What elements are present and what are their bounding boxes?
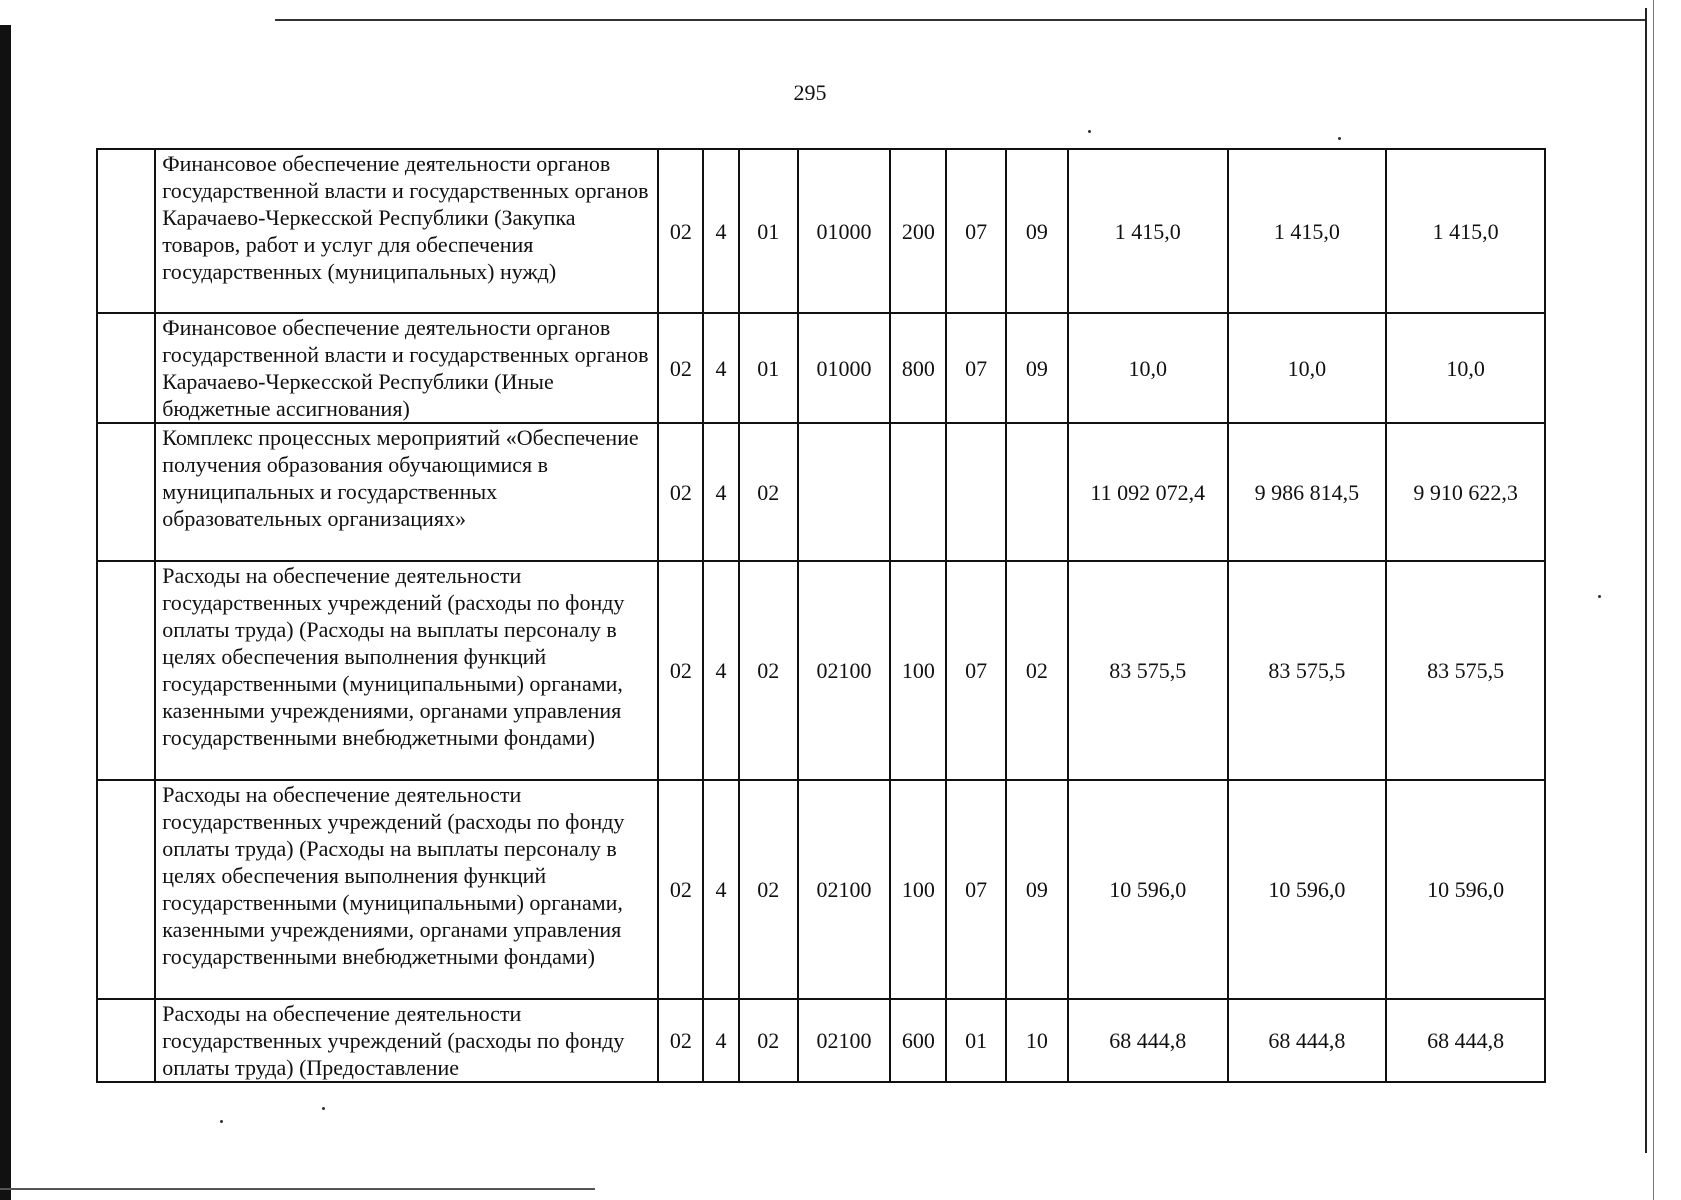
code-cell: 02 <box>658 780 703 999</box>
code-cell <box>798 423 890 561</box>
description-cell: Финансовое обеспечение деятельности органов государственной власти и государственных органов Карачаево-Черкесской Республики (Закупка товаров, работ и услуг для обеспечения государственных (муниципальных) нужд) <box>155 149 658 313</box>
code-cell: 4 <box>703 561 738 780</box>
code-cell: 02 <box>658 149 703 313</box>
code-cell: 01000 <box>798 313 890 423</box>
amount-cell: 83 575,5 <box>1068 561 1228 780</box>
amount-cell: 9 986 814,5 <box>1228 423 1387 561</box>
code-cell: 09 <box>1006 149 1068 313</box>
code-cell: 02100 <box>798 999 890 1082</box>
description-cell: Расходы на обеспечение деятельности государственных учреждений (расходы по фонду оплаты труда) (Расходы на выплаты персоналу в целях обеспечения выполнения функций государственными (муниципальными) органами, казенными учреждениями, органами управления государственными внебюджетными фондами) <box>155 780 658 999</box>
code-cell: 01 <box>739 149 798 313</box>
description-cell: Расходы на обеспечение деятельности государственных учреждений (расходы по фонду оплаты труда) (Расходы на выплаты персоналу в целях обеспечения выполнения функций государственными (муниципальными) органами, казенными учреждениями, органами управления государственными внебюджетными фондами) <box>155 561 658 780</box>
code-cell: 10 <box>1006 999 1068 1082</box>
description-cell: Расходы на обеспечение деятельности государственных учреждений (расходы по фонду оплаты труда) (Предоставление <box>155 999 658 1082</box>
amount-cell: 10,0 <box>1228 313 1387 423</box>
code-cell: 09 <box>1006 313 1068 423</box>
code-cell <box>1006 423 1068 561</box>
code-cell: 01 <box>946 999 1005 1082</box>
scan-speck <box>220 1120 223 1123</box>
row-number-cell <box>97 999 155 1082</box>
amount-cell: 68 444,8 <box>1386 999 1545 1082</box>
code-cell: 02 <box>658 423 703 561</box>
amount-cell: 10,0 <box>1386 313 1545 423</box>
code-cell: 02 <box>658 313 703 423</box>
amount-cell: 10 596,0 <box>1068 780 1228 999</box>
table-row <box>97 561 1545 780</box>
code-cell: 07 <box>946 313 1005 423</box>
code-cell: 02 <box>658 999 703 1082</box>
code-cell: 02100 <box>798 780 890 999</box>
scan-speck <box>1598 595 1601 598</box>
code-cell: 07 <box>946 561 1005 780</box>
table-row <box>97 423 1545 561</box>
code-cell: 02 <box>739 423 798 561</box>
amount-cell: 11 092 072,4 <box>1068 423 1228 561</box>
code-cell: 02100 <box>798 561 890 780</box>
code-cell: 600 <box>890 999 946 1082</box>
row-number-cell <box>97 561 155 780</box>
amount-cell: 10 596,0 <box>1386 780 1545 999</box>
amount-cell: 1 415,0 <box>1228 149 1387 313</box>
description-cell: Финансовое обеспечение деятельности органов государственной власти и государственных органов Карачаево-Черкесской Республики (Иные бюджетные ассигнования) <box>155 313 658 423</box>
code-cell: 4 <box>703 149 738 313</box>
scan-edge-left <box>0 25 11 1200</box>
code-cell: 07 <box>946 780 1005 999</box>
code-cell <box>890 423 946 561</box>
amount-cell: 9 910 622,3 <box>1386 423 1545 561</box>
amount-cell: 10,0 <box>1068 313 1228 423</box>
row-number-cell <box>97 780 155 999</box>
budget-table <box>96 148 1546 1083</box>
scan-edge-right-outer <box>1653 0 1654 1200</box>
code-cell: 4 <box>703 423 738 561</box>
page-number: 295 <box>793 80 827 105</box>
amount-cell: 1 415,0 <box>1068 149 1228 313</box>
code-cell: 02 <box>739 999 798 1082</box>
code-cell <box>946 423 1005 561</box>
amount-cell: 83 575,5 <box>1228 561 1387 780</box>
code-cell: 200 <box>890 149 946 313</box>
amount-cell: 68 444,8 <box>1228 999 1387 1082</box>
code-cell: 02 <box>739 561 798 780</box>
code-cell: 09 <box>1006 780 1068 999</box>
code-cell: 100 <box>890 780 946 999</box>
description-cell: Комплекс процессных мероприятий «Обеспечение получения образования обучающимися в муниципальных и государственных образовательных организациях» <box>155 423 658 561</box>
code-cell: 07 <box>946 149 1005 313</box>
table-row <box>97 149 1545 313</box>
scan-speck <box>322 1107 325 1110</box>
scan-edge-bottom <box>0 1188 595 1190</box>
scan-edge-top <box>275 19 1645 21</box>
row-number-cell <box>97 313 155 423</box>
code-cell: 02 <box>739 780 798 999</box>
row-number-cell <box>97 423 155 561</box>
amount-cell: 10 596,0 <box>1228 780 1387 999</box>
table-row <box>97 313 1545 423</box>
code-cell: 100 <box>890 561 946 780</box>
amount-cell: 1 415,0 <box>1386 149 1545 313</box>
scan-speck <box>1088 130 1091 133</box>
code-cell: 4 <box>703 780 738 999</box>
code-cell: 01000 <box>798 149 890 313</box>
amount-cell: 83 575,5 <box>1386 561 1545 780</box>
code-cell: 01 <box>739 313 798 423</box>
scan-speck <box>1338 137 1341 140</box>
code-cell: 4 <box>703 313 738 423</box>
table-row <box>97 780 1545 999</box>
scan-edge-right <box>1645 8 1647 1153</box>
code-cell: 02 <box>658 561 703 780</box>
code-cell: 02 <box>1006 561 1068 780</box>
amount-cell: 68 444,8 <box>1068 999 1228 1082</box>
code-cell: 4 <box>703 999 738 1082</box>
code-cell: 800 <box>890 313 946 423</box>
row-number-cell <box>97 149 155 313</box>
table-row <box>97 999 1545 1082</box>
